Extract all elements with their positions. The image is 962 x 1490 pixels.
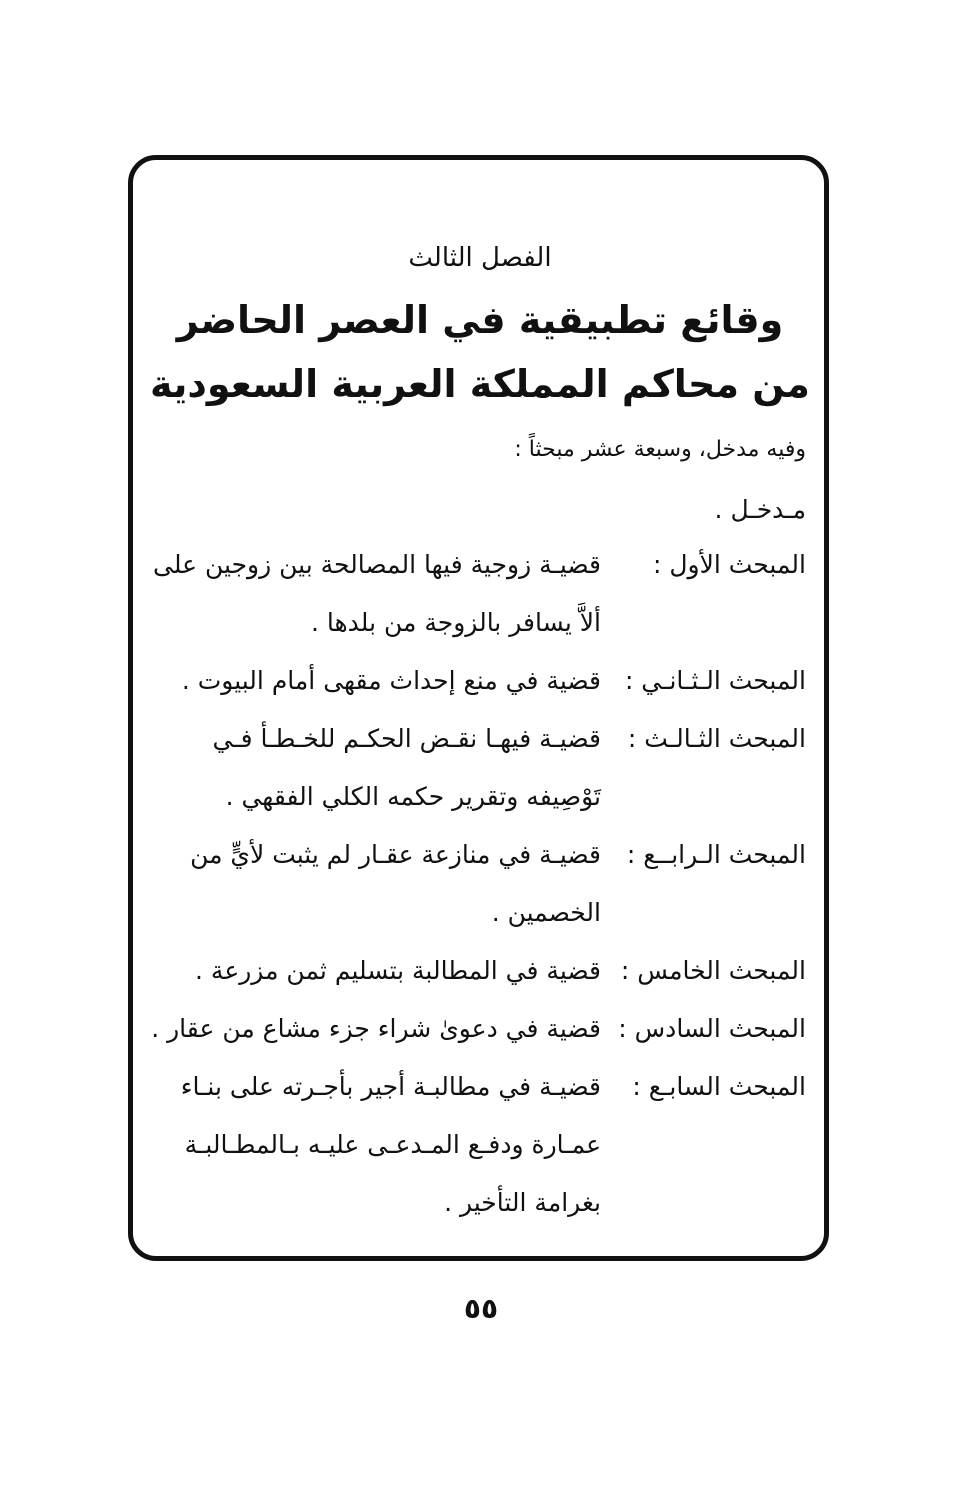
section-label: المبحث الأول : [652, 550, 806, 579]
section-text: قضية في منع إحداث مقهى أمام البيوت . [181, 666, 601, 695]
section-item [150, 536, 806, 652]
section-item [150, 942, 806, 1000]
section-item [150, 652, 806, 710]
section-label: المبحث الخامس : [620, 956, 806, 985]
section-text: قضيـة فيهـا نقـض الحكـم للخـطـأ فـي تَوْصِيفه وتقرير حكمه الكلي الفقهي . [212, 724, 601, 811]
chapter-label: الفصل الثالث [408, 243, 552, 273]
chapter-title-line-1: وقائع تطبيقية في العصر الحاضر [176, 298, 784, 342]
section-item [150, 1058, 806, 1232]
page-number: ٥٥ [463, 1292, 499, 1325]
section-text: قضية في دعوىٰ شراء جزء مشاع من عقار . [151, 1014, 601, 1043]
section-text: قضيـة في منازعة عقـار لم يثبت لأيٍّ من الخصمين . [190, 840, 601, 927]
section-label: المبحث السادس : [618, 1014, 806, 1043]
section-label: المبحث الثـالـث : [627, 724, 806, 753]
section-text: قضية في المطالبة بتسليم ثمن مزرعة . [195, 956, 601, 985]
section-label: المبحث الـرابــع : [626, 840, 806, 869]
section-item [150, 826, 806, 942]
section-list [150, 536, 806, 1232]
madkhal-entry: مـدخـل . [714, 495, 806, 524]
intro-text: وفيه مدخل، وسبعة عشر مبحثاً : [514, 437, 806, 462]
section-item [150, 710, 806, 826]
section-label: المبحث السابـع : [632, 1072, 806, 1101]
section-text: قضيـة زوجية فيها المصالحة بين زوجين على ألاَّ يسافر بالزوجة من بلدها . [153, 550, 601, 637]
section-text: قضيـة في مطالبـة أجير بأجـرته على بنـاء عمـارة ودفـع المـدعـى عليـه بـالمطـالبـة بغرامة التأخير . [180, 1072, 601, 1217]
section-label: المبحث الـثـانـي : [624, 666, 806, 695]
section-item [150, 1000, 806, 1058]
chapter-title-line-2: من محاكم المملكة العربية السعودية [150, 362, 810, 406]
